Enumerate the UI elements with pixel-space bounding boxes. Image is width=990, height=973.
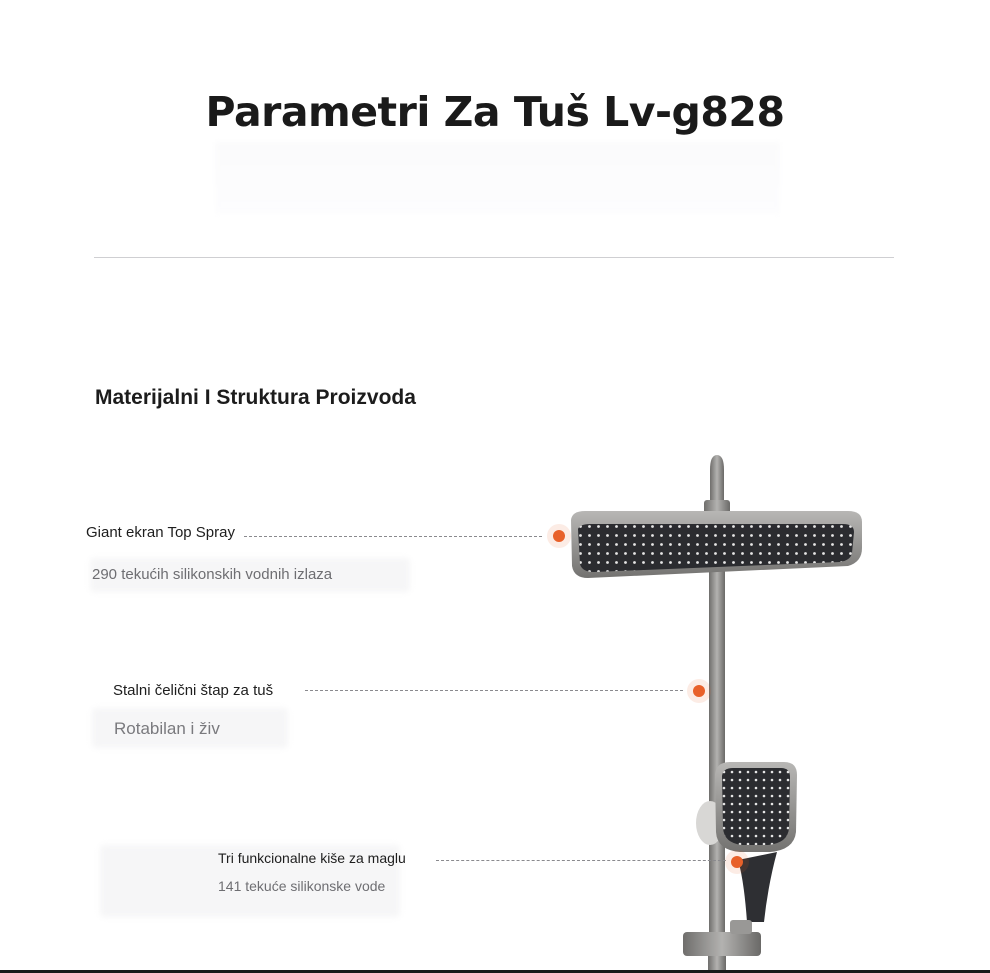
callout-rod-detail: Rotabilan i živ (114, 719, 220, 738)
callout-hand-shower-marker (731, 856, 743, 868)
callout-top-spray-name: Giant ekran Top Spray (86, 524, 235, 541)
callout-hand-shower-leader (436, 860, 726, 861)
callout-rod-leader (305, 690, 683, 691)
callout-rod-marker (693, 685, 705, 697)
page-title: Parametri Za Tuš Lv-g828 (205, 88, 785, 136)
callout-rod-name: Stalni čelični štap za tuš (113, 682, 274, 699)
callout-top-spray-leader (244, 536, 542, 537)
callout-hand-shower-name: Tri funkcionalne kiše za maglu (218, 850, 406, 866)
section-title: Materijalni I Struktura Proizvoda (95, 386, 416, 409)
callout-hand-shower-detail: 141 tekuće silikonske vode (218, 878, 386, 894)
callout-top-spray-detail: 290 tekućih silikonskih vodnih izlaza (92, 566, 333, 583)
callout-top-spray-marker (553, 530, 565, 542)
